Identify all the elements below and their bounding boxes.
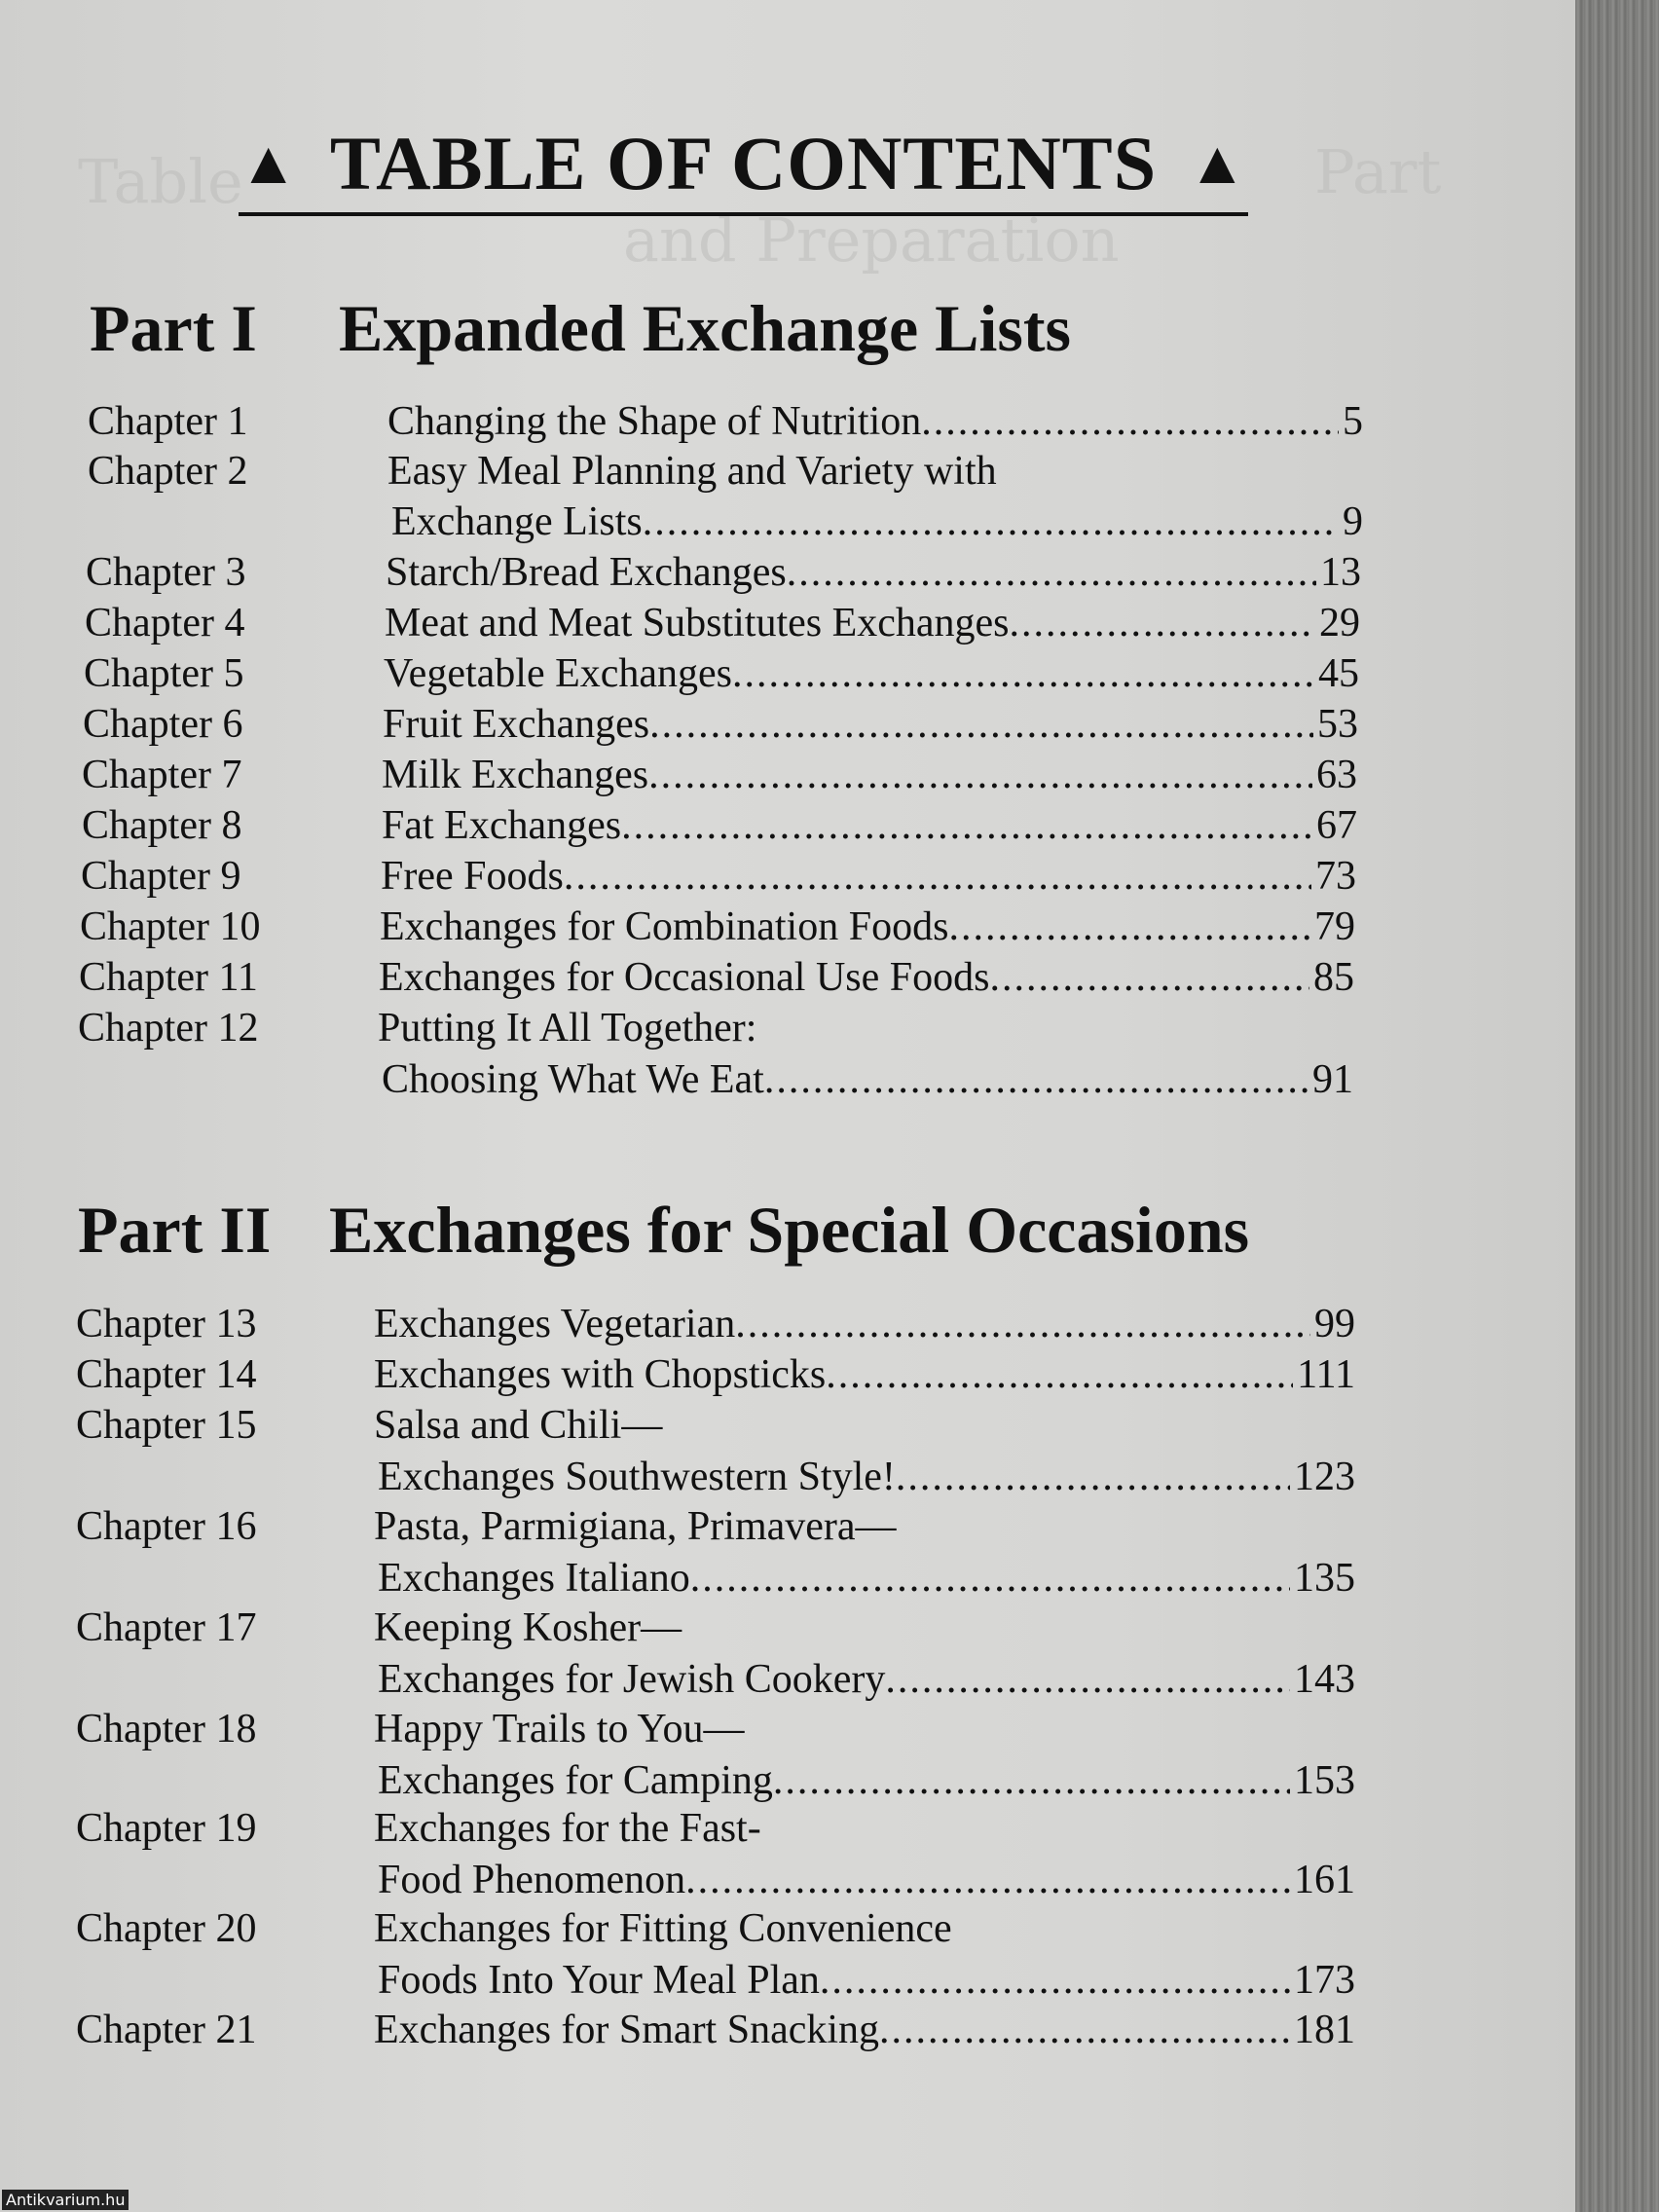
page-number: 73 [1315, 854, 1356, 899]
leader-dots [787, 548, 1316, 597]
chapter-number: Chapter 7 [82, 753, 242, 797]
chapter-number: Chapter 2 [88, 449, 248, 494]
page-number: 79 [1314, 904, 1355, 949]
page-number: 91 [1312, 1057, 1353, 1102]
chapter-title: Fruit Exchanges [383, 702, 650, 747]
triangle-right-icon: ▲ [1187, 130, 1248, 197]
leader-dots [643, 498, 1339, 546]
chapter-number: Chapter 9 [81, 854, 241, 899]
leader-dots [948, 903, 1310, 951]
toc-entry [86, 548, 1361, 597]
leader-dots [1010, 599, 1315, 647]
leader-dots [879, 2006, 1290, 2054]
toc-entry [82, 801, 1357, 850]
leader-dots [732, 649, 1314, 698]
chapter-number: Chapter 10 [80, 904, 261, 949]
chapter-title-continued: Exchanges for Jewish Cookery [378, 1657, 886, 1702]
adjacent-page-edge [1575, 0, 1659, 2212]
triangle-left-icon: ▲ [239, 130, 300, 197]
page-number: 85 [1313, 955, 1354, 1000]
chapter-number: Chapter 4 [85, 601, 245, 645]
part-label: Part I [90, 291, 257, 365]
page-number: 53 [1317, 702, 1358, 747]
chapter-title: Easy Meal Planning and Variety with [387, 449, 997, 494]
chapter-number: Chapter 8 [82, 803, 242, 848]
chapter-number: Chapter 17 [76, 1605, 257, 1650]
chapter-number: Chapter 21 [76, 2008, 257, 2052]
toc-entry-continuation [378, 1453, 1355, 1501]
chapter-title: Exchanges with Chopsticks [374, 1352, 827, 1397]
toc-entry [83, 700, 1358, 749]
chapter-number: Chapter 14 [76, 1352, 257, 1397]
leader-dots [820, 1956, 1290, 2005]
chapter-title-continued: Exchange Lists [391, 499, 643, 544]
chapter-title-continued: Choosing What We Eat [382, 1057, 764, 1102]
chapter-title: Milk Exchanges [382, 753, 649, 797]
page-number: 123 [1294, 1455, 1355, 1499]
chapter-title: Exchanges Vegetarian [374, 1302, 736, 1346]
chapter-number: Chapter 16 [76, 1504, 257, 1549]
toc-entry [81, 852, 1356, 901]
page-number: 67 [1316, 803, 1357, 848]
toc-entry-continuation [378, 1856, 1355, 1904]
toc-entry [84, 649, 1359, 698]
chapter-title: Vegetable Exchanges [384, 651, 733, 696]
chapter-title: Starch/Bread Exchanges [386, 550, 787, 595]
page-number: 63 [1316, 753, 1357, 797]
chapter-number: Chapter 19 [76, 1806, 257, 1851]
chapter-title: Meat and Meat Substitutes Exchanges [385, 601, 1010, 645]
toc-entry-continuation [378, 1956, 1355, 2005]
page-number: 181 [1294, 2008, 1355, 2052]
toc-entry [76, 2006, 1355, 2054]
leader-dots [690, 1554, 1290, 1603]
toc-entry [85, 599, 1360, 647]
page-number: 135 [1294, 1556, 1355, 1601]
toc-entry-continuation [378, 1554, 1355, 1603]
toc-entry-continuation [378, 1655, 1355, 1704]
leader-dots [921, 397, 1339, 446]
chapter-title: Exchanges for Smart Snacking [374, 2008, 880, 2052]
chapter-title: Salsa and Chili— [374, 1403, 663, 1448]
leader-dots [885, 1655, 1290, 1704]
chapter-title: Free Foods [381, 854, 564, 899]
part-title: Exchanges for Special Occasions [329, 1193, 1250, 1267]
page-number: 9 [1343, 499, 1363, 544]
page-number: 111 [1297, 1352, 1355, 1397]
chapter-title: Exchanges for Fitting Convenience [374, 1906, 952, 1951]
watermark: Antikvarium.hu [2, 2190, 129, 2210]
leader-dots [896, 1453, 1290, 1501]
leader-dots [826, 1350, 1293, 1399]
bleed-through-decoration: Part [1314, 136, 1442, 207]
toc-entry [76, 1350, 1355, 1399]
chapter-title: Keeping Kosher— [374, 1605, 682, 1650]
page-number: 161 [1294, 1858, 1355, 1902]
chapter-number: Chapter 1 [88, 399, 248, 444]
chapter-number: Chapter 13 [76, 1302, 257, 1346]
leader-dots [685, 1856, 1290, 1904]
toc-entry [76, 1300, 1355, 1348]
chapter-number: Chapter 5 [84, 651, 244, 696]
chapter-title: Exchanges for the Fast- [374, 1806, 761, 1851]
leader-dots [735, 1300, 1310, 1348]
page-number: 29 [1319, 601, 1360, 645]
leader-dots [773, 1756, 1290, 1805]
chapter-title: Fat Exchanges [382, 803, 622, 848]
chapter-title-continued: Exchanges Italiano [378, 1556, 690, 1601]
page-number: 45 [1318, 651, 1359, 696]
chapter-title: Happy Trails to You— [374, 1707, 745, 1751]
chapter-title: Putting It All Together: [378, 1006, 757, 1051]
bleed-through-decoration: and Preparation [623, 204, 1120, 276]
chapter-number: Chapter 3 [86, 550, 246, 595]
chapter-number: Chapter 15 [76, 1403, 257, 1448]
leader-dots [621, 801, 1312, 850]
chapter-title-continued: Exchanges Southwestern Style! [378, 1455, 896, 1499]
chapter-number: Chapter 18 [76, 1707, 257, 1751]
part-1-heading [0, 290, 1441, 378]
toc-entry-continuation [378, 1756, 1355, 1805]
part-2-heading [0, 1192, 1441, 1279]
chapter-title-continued: Food Phenomenon [378, 1858, 686, 1902]
chapter-title: Changing the Shape of Nutrition [387, 399, 922, 444]
chapter-title: Exchanges for Occasional Use Foods [379, 955, 990, 1000]
page-number: 153 [1294, 1758, 1355, 1803]
chapter-number: Chapter 6 [83, 702, 243, 747]
chapter-title: Pasta, Parmigiana, Primavera— [374, 1504, 897, 1549]
toc-entry [80, 903, 1355, 951]
leader-dots [764, 1055, 1309, 1104]
toc-entry [79, 953, 1354, 1002]
part-label: Part II [78, 1193, 272, 1267]
leader-dots [648, 751, 1312, 799]
chapter-title-continued: Exchanges for Camping [378, 1758, 773, 1803]
toc-heading [239, 115, 1248, 216]
chapter-number: Chapter 12 [78, 1006, 259, 1051]
bleed-through-decoration: Table [78, 146, 243, 217]
toc-entry-continuation [391, 498, 1363, 546]
leader-dots [990, 953, 1310, 1002]
page-number: 173 [1294, 1958, 1355, 2003]
part-title: Expanded Exchange Lists [339, 291, 1071, 365]
page-number: 5 [1343, 399, 1363, 444]
chapter-number: Chapter 20 [76, 1906, 257, 1951]
chapter-number: Chapter 11 [79, 955, 258, 1000]
leader-dots [649, 700, 1313, 749]
chapter-title: Exchanges for Combination Foods [380, 904, 949, 949]
page-number: 13 [1320, 550, 1361, 595]
page-number: 143 [1294, 1657, 1355, 1702]
page-number: 99 [1314, 1302, 1355, 1346]
toc-entry [82, 751, 1357, 799]
chapter-title-continued: Foods Into Your Meal Plan [378, 1958, 820, 2003]
leader-dots [564, 852, 1311, 901]
toc-entry [88, 397, 1363, 446]
toc-entry-continuation [382, 1055, 1353, 1104]
toc-heading-text: TABLE OF CONTENTS [329, 121, 1158, 205]
